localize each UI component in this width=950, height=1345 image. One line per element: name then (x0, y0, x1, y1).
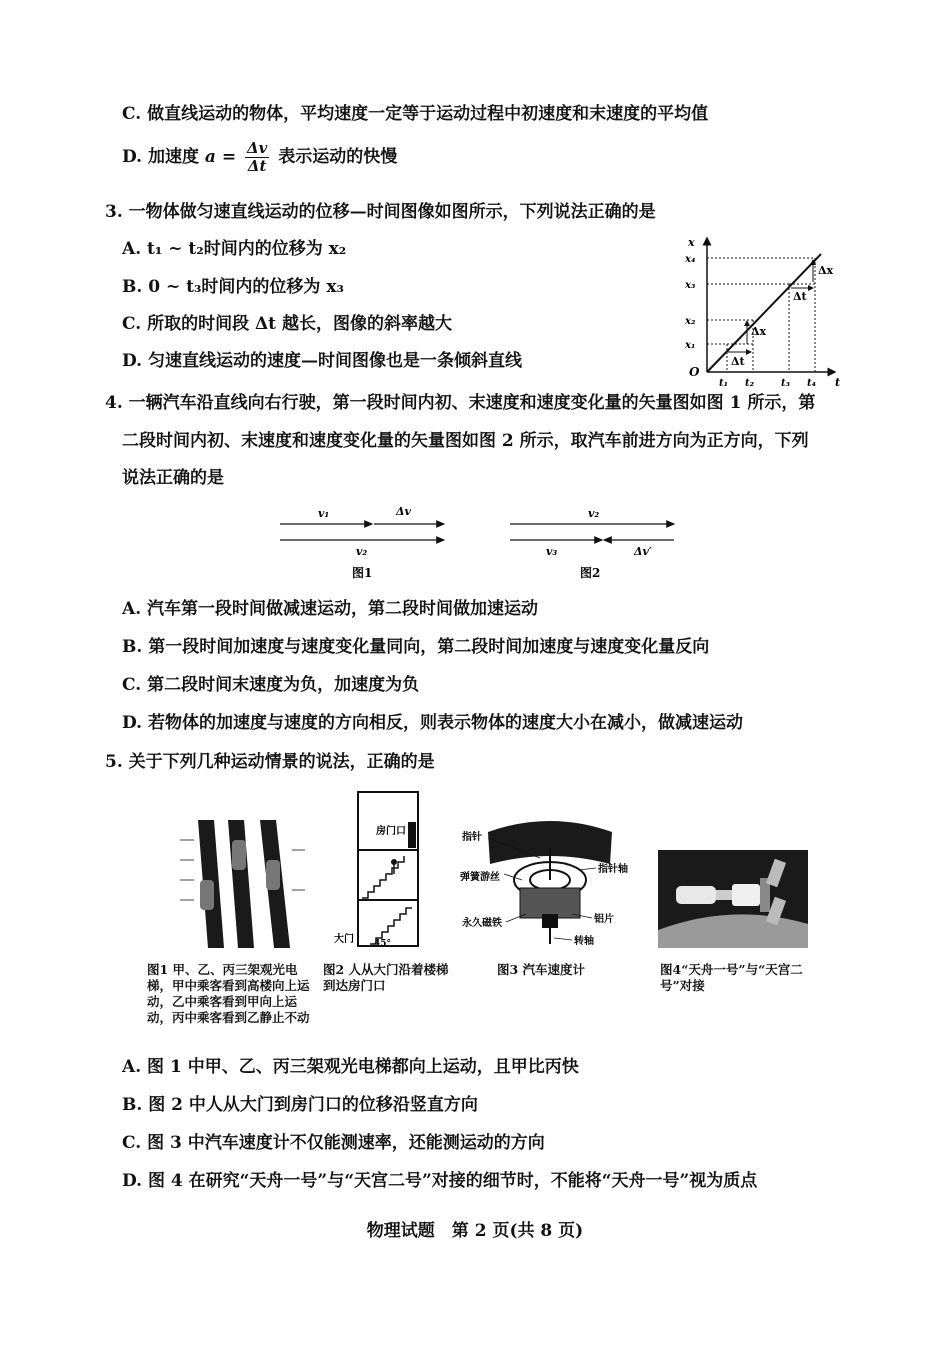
q2-option-d-suffix: 表示运动的快慢 (278, 147, 398, 167)
x-axis-label: x (688, 236, 695, 249)
q4-option-a: A. 汽车第一段时间做减速运动，第二段时间做加速运动 (122, 599, 539, 619)
fraction-numerator: Δv (247, 139, 268, 157)
speedometer-pointer-label: 指针 (462, 832, 482, 843)
t-label: t₃ (781, 378, 790, 389)
q2-option-c: C. 做直线运动的物体，平均速度一定等于运动过程中初速度和末速度的平均值 (122, 104, 709, 124)
fig2-v3-label: v₃ (546, 545, 558, 558)
t-label: t₂ (745, 378, 754, 389)
fig1-caption: 图1 (352, 566, 373, 580)
speedometer-axis-label: 指针轴 (598, 864, 628, 875)
q5-option-c: C. 图 3 中汽车速度计不仅能测速率，还能测运动的方向 (122, 1133, 545, 1153)
fraction-denominator: Δt (247, 157, 267, 175)
fig1-dv-label: Δv (396, 505, 411, 518)
stairs-figure (332, 790, 422, 950)
x-label: x₂ (685, 316, 696, 327)
x-label: x₃ (685, 280, 696, 291)
q4-option-c: C. 第二段时间末速度为负，加速度为负 (122, 675, 420, 695)
x-label: x₁ (685, 340, 696, 351)
q5-caption-fig3: 图3 汽车速度计 (497, 962, 586, 977)
t-label: t₁ (719, 378, 728, 389)
q5-stem: 5. 关于下列几种运动情景的说法，正确的是 (105, 752, 435, 772)
q5-caption-fig4: 图4“天舟一号”与“天宫二号”对接 (660, 962, 803, 993)
vector-diagrams (270, 500, 690, 585)
speedometer-shaft-label: 转轴 (574, 936, 594, 947)
t-label: t₄ (807, 378, 816, 389)
q5-caption-fig1: 图1 甲、乙、丙三架观光电梯，甲中乘客看到高楼向上运动，乙中乘客看到甲向上运动，丙中乘客看到乙静止不动 (147, 962, 310, 1025)
q3-option-d: D. 匀速直线运动的速度—时间图像也是一条倾斜直线 (122, 351, 522, 371)
fig2-caption: 图2 (580, 566, 601, 580)
delta-x-label: Δx (818, 264, 834, 277)
q5-caption-fig2: 图2 人从大门沿着楼梯到达房门口 (323, 962, 449, 993)
origin-label: O (689, 365, 700, 379)
q4-option-b: B. 第一段时间加速度与速度变化量同向，第二段时间加速度与速度变化量反向 (122, 637, 710, 657)
x-label: x₄ (685, 254, 696, 265)
speedometer-figure (460, 818, 645, 950)
q4-stem-line1: 4. 一辆汽车沿直线向右行驶，第一段时间内初、末速度和速度变化量的矢量图如图 1 所示，第 (105, 393, 816, 413)
q5-option-b: B. 图 2 中人从大门到房门口的位移沿竖直方向 (122, 1095, 478, 1115)
q4-stem-line3: 说法正确的是 (122, 468, 224, 488)
stairs-gate-label: 大门 (334, 934, 354, 945)
speedometer-plate-label: 铝片 (594, 914, 614, 925)
q2-option-d-prefix: D. 加速度 (122, 147, 199, 167)
fig2-v2-label: v₂ (588, 507, 600, 520)
speedometer-spring-label: 弹簧游丝 (460, 872, 500, 883)
fig1-v1-label: v₁ (318, 507, 330, 520)
docking-photo (658, 850, 808, 948)
t-axis-label: t (835, 376, 841, 389)
q5-option-d: D. 图 4 在研究“天舟一号”与“天宫二号”对接的细节时，不能将“天舟一号”视为质点 (122, 1171, 758, 1191)
speedometer-magnet-label: 永久磁铁 (462, 918, 502, 929)
stairs-angle-label: 45° (374, 939, 392, 949)
delta-t-label: Δt (793, 290, 807, 303)
elevators-photo (180, 820, 305, 948)
fig1-v2-label: v₂ (356, 545, 368, 558)
q4-option-d: D. 若物体的加速度与速度的方向相反，则表示物体的速度大小在减小，做减速运动 (122, 713, 743, 733)
q3-option-a: A. t₁ ~ t₂时间内的位移为 x₂ (122, 239, 347, 259)
stairs-door-label: 房门口 (376, 826, 406, 837)
fig2-dv-label: Δv′ (634, 545, 652, 558)
q4-stem-line2: 二段时间内初、末速度和速度变化量的矢量图如图 2 所示，取汽车前进方向为正方向，下列 (122, 431, 809, 451)
q3-option-c: C. 所取的时间段 Δt 越长，图像的斜率越大 (122, 314, 452, 334)
delta-t-label: Δt (731, 355, 745, 368)
q2-option-d-var: a = (204, 147, 237, 167)
q2-option-d (122, 140, 397, 175)
q5-option-a: A. 图 1 中甲、乙、丙三架观光电梯都向上运动，且甲比丙快 (122, 1057, 579, 1077)
formula-fraction (245, 140, 269, 175)
page-footer: 物理试题 第 2 页(共 8 页) (366, 1221, 584, 1241)
xt-line (707, 254, 821, 372)
q3-option-b: B. 0 ~ t₃时间内的位移为 x₃ (122, 277, 344, 297)
delta-x-label: Δx (751, 325, 767, 338)
xt-graph (675, 232, 845, 390)
q3-stem: 3. 一物体做匀速直线运动的位移—时间图像如图所示，下列说法正确的是 (105, 202, 656, 222)
